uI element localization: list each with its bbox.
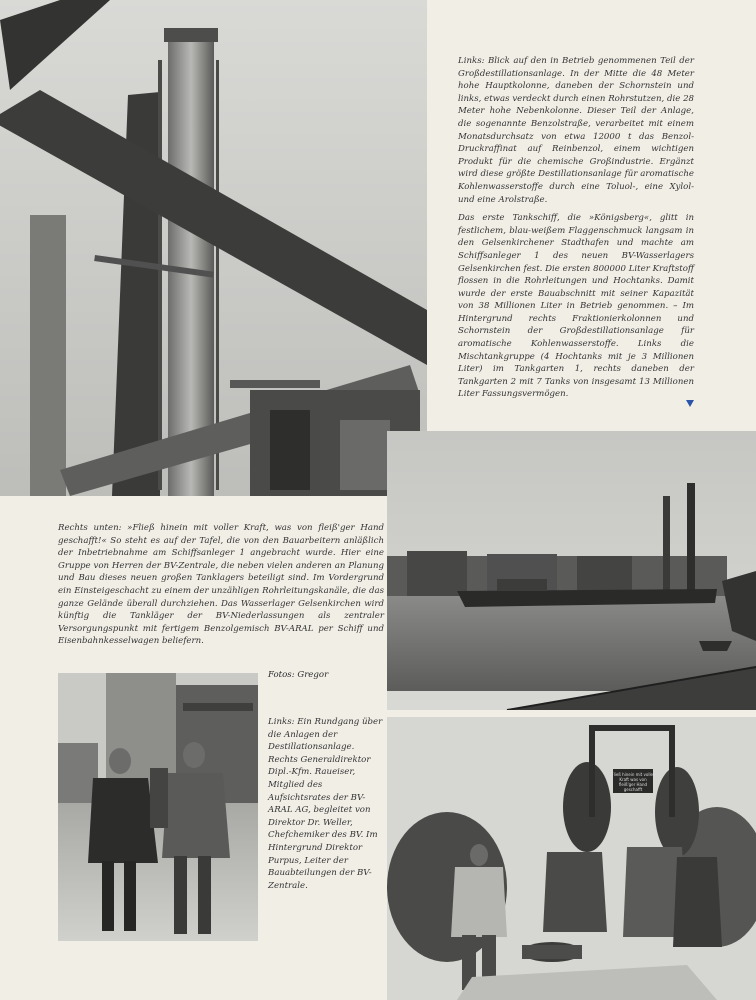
photo-tour-of-plant: [58, 673, 258, 941]
caption-top-right-p2: Das erste Tankschiff, die »Königsberg«, glitt in festlichem, blau-weißem Flaggenschmuck langsam in den Gelsenkirchener Stadthafen und machte am Schiffsanleger 1 des neuen BV-Wasserlagers Gelsenkirchen fest. Die ersten 800000 Liter Kraftstoff flossen in die Rohrleitungen und Hochtanks. Damit wurde der erste Bauabschnitt mit seiner Kapazität von 38 Millionen Liter in Betrieb genommen. – Im Hintergrund rechts Fraktionierkolonnen und Schornstein der Großdestillationsanlage für aromatische Kohlenwasserstoffe. Links die Mischtankgruppe (4 Hochtanks mit je 3 Millionen Liter) im Tankgarten 1, rechts daneben der Tankgarten 2 mit 7 Tanks von insgesamt 13 Millionen Liter Fassungsvermögen.: [458, 213, 694, 400]
photo-distillation-plant: [0, 0, 427, 496]
sign-text: Fließ hinein mit voller Kraft was von fleiß'ger Hand geschafft: [611, 772, 655, 792]
caption-top-right: [458, 55, 694, 407]
photo-group-at-sign: [387, 717, 756, 1000]
caption-middle-left-text: Rechts unten: »Fließ hinein mit voller Kraft, was von fleiß'ger Hand geschafft!« So steht es auf der Tafel, die von den Bauarbeitern anläßlich der Inbetriebnahme am Schiffsanleger 1 angebracht wurde. Hier eine Gruppe von Herren der BV-Zentrale, die neben vielen anderen an Planung und Bau dieses neuen großen Tanklagers beteiligt sind. Im Vordergrund ein Einsteigeschacht zu einem der unzähligen Rohrleitungskanäle, die das ganze Gelände überall durchziehen. Das Wasserlager Gelsenkirchen wird künftig die Tankläger der BV-Niederlassungen als zentraler Versorgungspunkt mit fertigem Benzolgemisch BV-ARAL per Schiff und Eisenbahnkesselwagen beliefern.: [58, 523, 384, 647]
photo-credit: Fotos: Gregor: [268, 670, 329, 680]
caption-middle-left: [58, 522, 384, 654]
photo-harbour-tanker: [387, 431, 756, 710]
caption-bottom-text: Links: Ein Rundgang über die Anlagen der Destillationsanlage. Rechts Generaldirektor Dipl.-Kfm. Raueiser, Mitglied des Aufsichtsrates der BV-ARAL AG, begleitet von Direktor Dr. Weller, Chefchemiker des BV. Im Hintergrund Direktor Purpus, Leiter der Bauabteilungen der BV-Zentrale.: [268, 717, 383, 891]
arrow-down-icon: [686, 400, 694, 407]
caption-bottom: [268, 716, 383, 898]
caption-top-right-p1: Links: Blick auf den in Betrieb genommenen Teil der Großdestillationsanlage. In der Mitte die 48 Meter hohe Hauptkolonne, daneben der Schornstein und links, etwas verdeckt durch einen Rohrstutzen, die 28 Meter hohe Nebenkolonne. Dieser Teil der Anlage, die sogenannte Benzolstraße, verarbeitet mit einem Monatsdurchsatz von etwa 12000 t das Benzol-Druckraffinat auf Reinbenzol, einem wichtigen Produkt für die chemische Großindustrie. Ergänzt wird diese größte Destillationsanlage für aromatische Kohlenwasserstoffe durch eine Toluol-, eine Xylol- und eine Arolstraße.: [458, 56, 694, 205]
